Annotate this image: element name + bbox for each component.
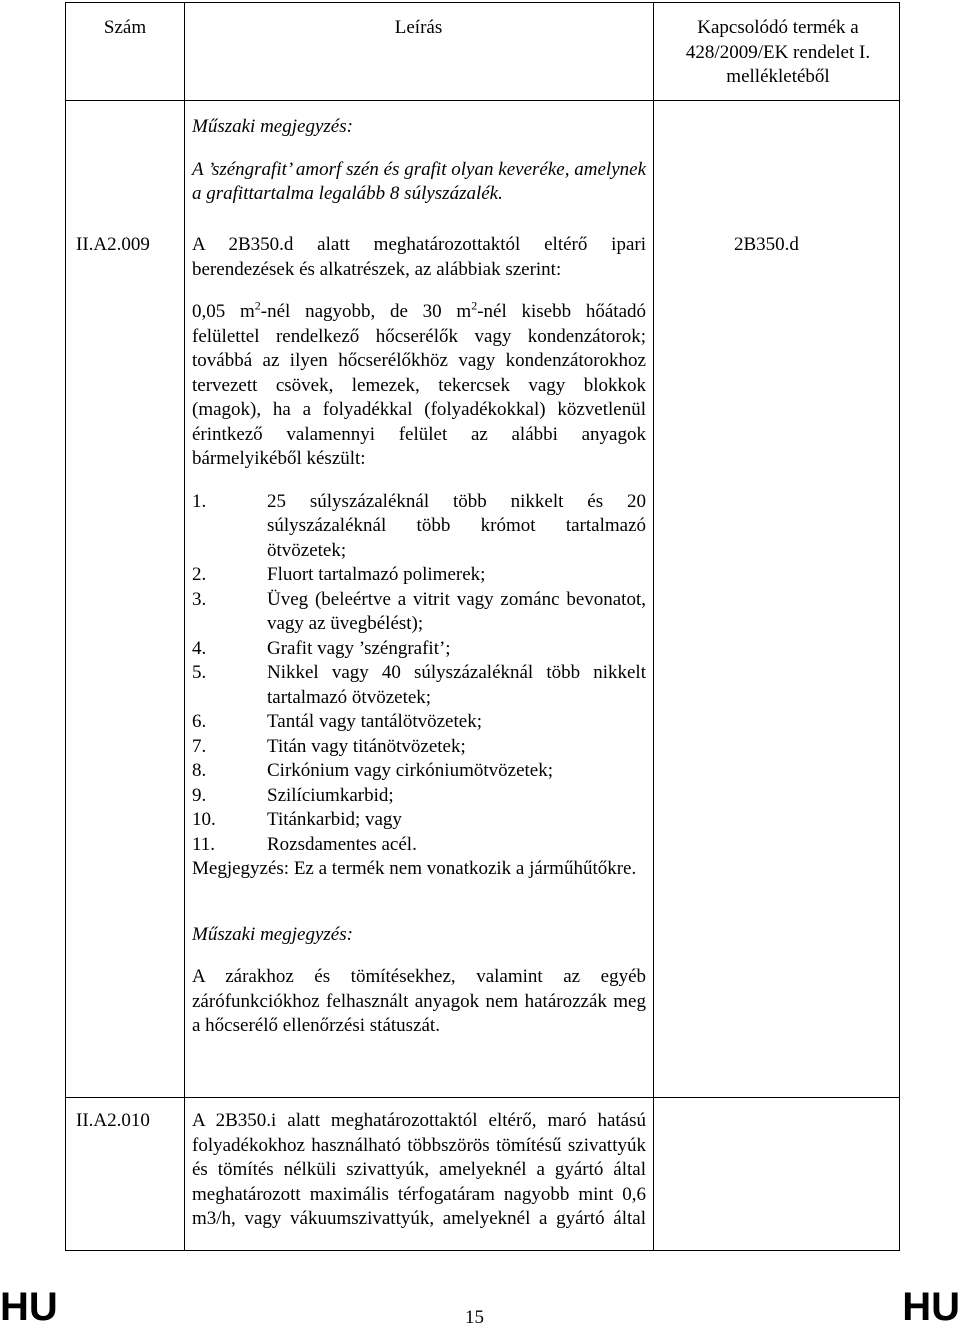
header-divider	[66, 100, 899, 101]
column-divider	[653, 3, 654, 1250]
intro-technical-note	[192, 115, 646, 207]
list-item: 1. 25 súlyszázaléknál több nikkelt és 20 súlyszázaléknál több krómot tartalmazó ötvözetek;	[192, 490, 646, 561]
list-item: 5. Nikkel vagy 40 súlyszázaléknál több nikkelt tartalmazó ötvözetek;	[192, 662, 646, 708]
list-item: 10. Titánkarbid; vagy	[192, 809, 402, 830]
list-item: 9. Szilíciumkarbid;	[192, 784, 394, 806]
row-divider	[66, 1097, 899, 1098]
list-item: 6. Tantál vagy tantálötvözetek;	[192, 711, 482, 732]
row-description	[192, 1109, 646, 1232]
header-number: Szám	[103, 17, 147, 38]
column-divider	[184, 3, 185, 1250]
description-intro: A 2B350.d alatt meghatározottaktól eltérő ipari berendezések és alkatrészek, az alábbiak szerint:	[192, 234, 646, 280]
language-code-right: HU	[902, 1285, 960, 1329]
list-item: 4. Grafit vagy ’széngrafit’;	[192, 637, 451, 659]
page-number: 15	[465, 1307, 484, 1328]
list-item: 11. Rozsdamentes acél.	[192, 833, 417, 855]
list-item: 2. Fluort tartalmazó polimerek;	[192, 564, 486, 585]
intro-note-text: A ’széngrafit’ amorf szén és grafit olyan keveréke, amelynek a grafittartalma legalább 8 súlyszázalék.	[192, 158, 646, 204]
header-description: Leírás	[394, 17, 443, 38]
description-remark: Megjegyzés: Ez a termék nem vonatkozik a járműhűtőkre.	[192, 858, 637, 879]
list-item: 3. Üveg (beleértve a vitrit vagy zománc bevonatot, vagy az üvegbélést);	[192, 588, 646, 634]
header-related-product: Kapcsolódó termék a 428/2009/EK rendelet I. mellékletéből	[685, 17, 871, 87]
list-item: 8. Cirkónium vagy cirkóniumötvözetek;	[192, 760, 554, 781]
regulation-table	[65, 2, 900, 1251]
materials-list	[192, 490, 646, 858]
related-product-code: 2B350.d	[734, 234, 799, 255]
description-intro: A 2B350.i alatt meghatározottaktól eltérő, maró hatású folyadékokhoz használható többszörös tömítésű szivattyúk és tömítés nélküli szivattyúk, amelyeknél a gyártó által meghatározott maximális térfogatáram nagyobb mint 0,6 m3/h, vagy vákuumszivattyúk, amelyeknél a gyártó által	[192, 1110, 646, 1229]
row-description	[192, 233, 646, 1039]
intro-note-label: Műszaki megjegyzés:	[192, 116, 353, 137]
row-number: II.A2.010	[76, 1110, 150, 1131]
language-code-left: HU	[0, 1285, 58, 1329]
list-item: 7. Titán vagy titánötvözetek;	[192, 735, 466, 757]
description-paragraph: 0,05 $m^2$-nél nagyobb, de 30 $m^2$-nél kisebb hőátadó felülettel rendelkező hőcserélők vagy kondenzátorok; továbbá az ilyen hőcserélőkhöz vagy kondenzátorokhoz tervezett csövek, lemezek, tekercsek vagy blokkok (magok), ha a folyadékkal (folyadékokkal) közvetlenül érintkező valamennyi felület az alábbi anyagok bármelyikéből készült:	[192, 298, 647, 469]
tech-note-text: A zárakhoz és tömítésekhez, valamint az egyéb zárófunkciókhoz felhasznált anyagok nem határozzák meg a hőcserélő ellenőrzési státuszát.	[192, 966, 646, 1036]
tech-note-label: Műszaki megjegyzés:	[192, 923, 353, 945]
row-number: II.A2.009	[76, 234, 150, 255]
